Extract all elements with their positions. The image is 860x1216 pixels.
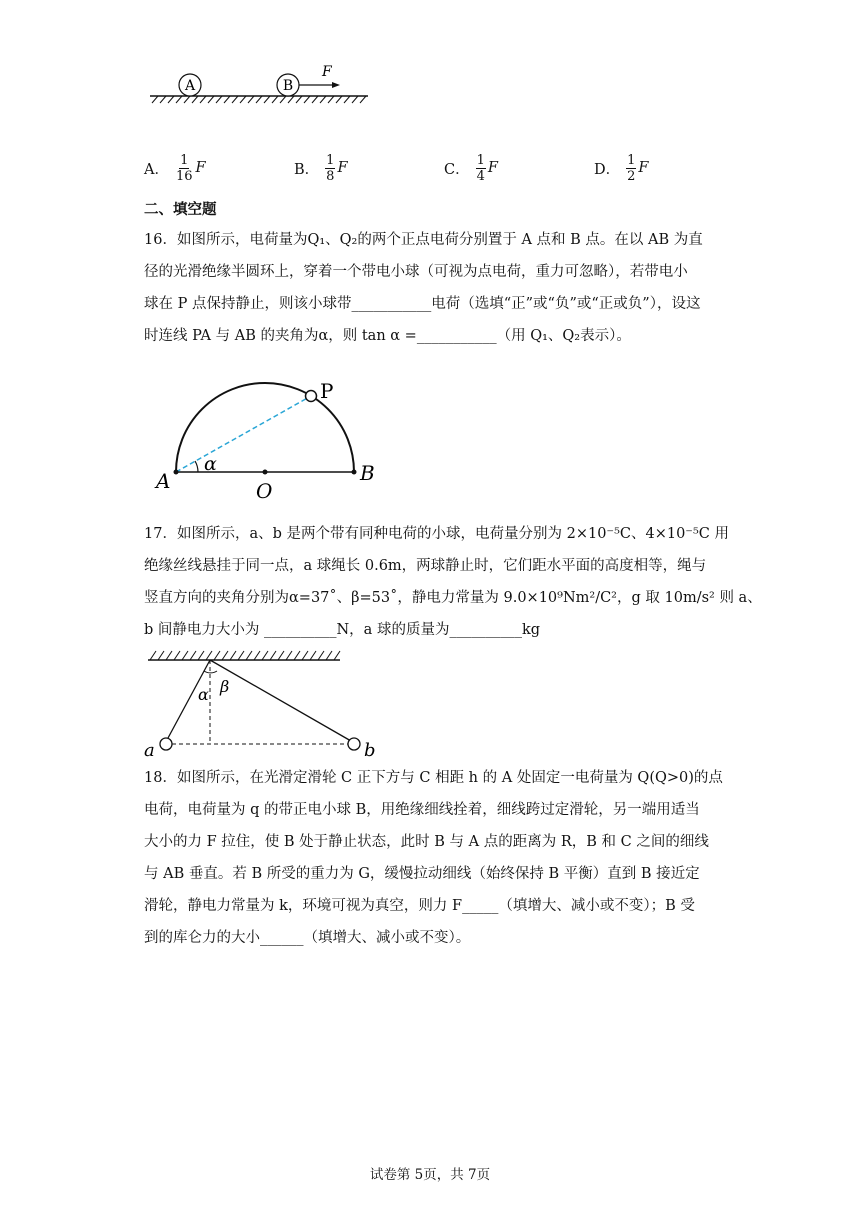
angle-alpha-arc xyxy=(195,461,198,472)
ground-hatch xyxy=(152,96,366,103)
q16-line: 径的光滑绝缘半圆环上，穿着一个带电小球（可视为点电荷，重力可忽略），若带电小 xyxy=(144,264,688,280)
fraction: $\frac{1}{8}$ xyxy=(326,152,335,184)
page-footer: 试卷第 5页，共 7页 xyxy=(369,1167,491,1183)
q17-line: 绝缘丝线悬挂于同一点，a 球绳长 0.6m，两球静止时，它们距水平面的高度相等，绳与 xyxy=(144,558,707,574)
q16-line: 时连线 PA 与 AB 的夹角为α，则 tan α =___________（用 Q₁、Q₂表示）。 xyxy=(144,328,631,344)
option-d[interactable]: D． $\frac{1}{2}$ F xyxy=(594,152,649,184)
label-b: b xyxy=(364,740,376,758)
ball-b xyxy=(348,738,360,750)
q18-line: 与 AB 垂直。若 B 所受的重力为 G，缓慢拉动细线（始终保持 B 平衡）直到 B 接近定 xyxy=(144,866,700,882)
string-b xyxy=(210,660,351,741)
angle-arc xyxy=(204,671,217,673)
fraction: $\frac{1}{4}$ xyxy=(476,152,485,184)
q18-line: 18．如图所示，在光滑定滑轮 C 正下方与 C 相距 h 的 A 处固定一电荷量为 Q(Q>0)的点 xyxy=(144,770,723,786)
q18-line: 到的库仑力的大小______（填增大、减小或不变）。 xyxy=(144,930,471,946)
q17-line: b 间静电力大小为 __________N，a 球的质量为__________kg xyxy=(144,622,541,638)
q17-line: 17．如图所示，a、b 是两个带有同种电荷的小球，电荷量分别为 2×10⁻⁵C、4×10⁻⁵C 用 xyxy=(144,526,729,542)
q18-line: 电荷，电荷量为 q 的带正电小球 B，用绝缘细线拴着，细线跨过定滑轮，另一端用适当 xyxy=(144,802,700,818)
q18-line: 大小的力 F 拉住，使 B 处于静止状态，此时 B 与 A 点的距离为 R，B 和 C 之间的细线 xyxy=(144,834,709,850)
point-b xyxy=(352,470,357,475)
fig15-diagram xyxy=(140,62,380,108)
section-title: 二、填空题 xyxy=(144,202,217,218)
option-b[interactable]: B． $\frac{1}{8}$ F xyxy=(294,152,348,184)
question-18 xyxy=(144,762,724,954)
label-o: O xyxy=(256,479,273,502)
point-a xyxy=(174,470,179,475)
label-alpha: α xyxy=(204,453,217,475)
label-a: A xyxy=(156,469,171,493)
ball-b-label: B xyxy=(282,78,294,94)
label-alpha: α xyxy=(198,685,209,704)
label-a: a xyxy=(144,740,155,758)
hanging-balls-diagram xyxy=(140,646,380,758)
q17-line: 竖直方向的夹角分别为α=37˚、β=53˚，静电力常量为 9.0×10⁹Nm²/C²，g 取 10m/s² 则 a、 xyxy=(144,590,762,606)
label-b: B xyxy=(360,461,375,485)
option-a[interactable]: A． $\frac{1}{16}$ F xyxy=(144,152,206,184)
ceiling-hatch xyxy=(150,651,340,660)
fraction: $\frac{1}{16}$ xyxy=(175,152,193,184)
force-arrow-head xyxy=(332,82,340,88)
point-o xyxy=(263,470,268,475)
force-label: F xyxy=(322,64,332,80)
question-17 xyxy=(144,518,762,646)
q18-line: 滑轮，静电力常量为 k，环境可视为真空，则力 F_____（填增大、减小或不变）；B 受 xyxy=(144,898,695,914)
ball-p xyxy=(306,391,317,402)
question-16 xyxy=(144,224,724,352)
fraction: $\frac{1}{2}$ xyxy=(627,152,636,184)
q16-line: 16．如图所示，电荷量为Q₁、Q₂的两个正点电荷分别置于 A 点和 B 点。在以 AB 为直 xyxy=(144,232,703,248)
ball-a-label: A xyxy=(184,78,196,94)
label-p: P xyxy=(320,379,334,403)
q16-line: 球在 P 点保持静止，则该小球带___________电荷（选填“正”或“负”或“正或负”），设这 xyxy=(144,296,701,312)
ball-a xyxy=(160,738,172,750)
option-c[interactable]: C． $\frac{1}{4}$ F xyxy=(444,152,498,184)
semicircle-diagram xyxy=(150,376,390,502)
label-beta: β xyxy=(220,677,230,696)
line-pa xyxy=(176,396,311,472)
